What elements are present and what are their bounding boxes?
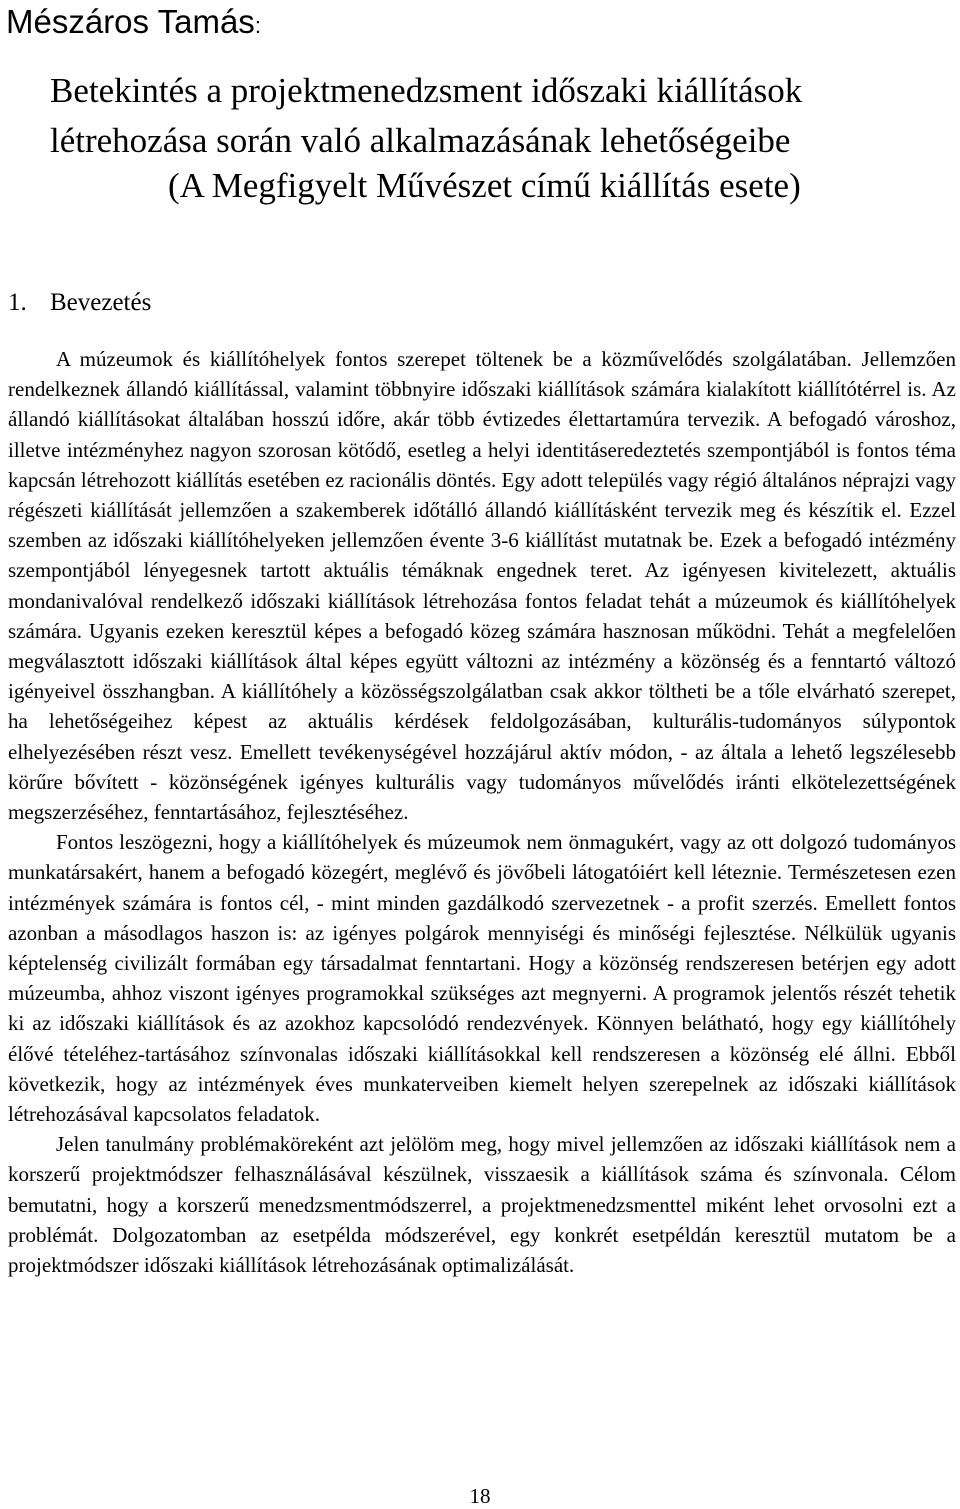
paragraph-1: A múzeumok és kiállítóhelyek fontos szerepet töltenek be a közművelődés szolgálatában. Jellemzően rendelkeznek állandó kiállítással, valamint többnyire időszaki kiállítások számára kialakított kiállítótérrel is. Az állandó kiállításokat általában hosszú időre, akár több évtizedes élettartamúra tervezik. A befogadó városhoz, illetve intézményhez nagyon szorosan kötődő, esetleg a helyi identitáseredeztetés szempontjából is fontos téma kapcsán létrehozott kiállítás esetében ez racionális döntés. Egy adott település vagy régió általános néprajzi vagy régészeti kiállítását jellemzően a szakemberek időtálló állandó kiállításként tervezik meg és készítik el. Ezzel szemben az időszaki kiállítóhelyeken jellemzően évente 3-6 kiállítást mutatnak be. Ezek a befogadó intézmény szempontjából lényegesnek tartott aktuális témáknak engednek teret. Az igényesen kivitelezett, aktuális mondanivalóval rendelkező időszaki kiállítások létrehozása fontos feladat tehát a múzeumok és kiállítóhelyek számára. Ugyanis ezeken keresztül képes a befogadó közeg számára hasznosan működni. Tehát a megfelelően megválasztott időszaki kiállítások által képes együtt változni az intézmény a közönség és a fenntartó változó igényeivel összhangban. A kiállítóhely a közösségszolgálatban csak akkor töltheti be a tőle elvárható szerepet, ha lehetőségeihez képest az aktuális kérdések feldolgozásában, kulturális-tudományos súlypontok elhelyezésében részt vesz. Emellett tevékenységével hozzájárul aktív módon, - az általa a lehető legszélesebb körűre bővített - közönségének igényes kulturális vagy tudományos művelődés iránti elkötelezettségének megszerzéséhez, fenntartásához, fejlesztéséhez. — [8, 347, 956, 825]
section-title: Bevezetés — [50, 289, 152, 316]
body-text — [8, 344, 956, 1280]
section-number: 1. — [8, 289, 27, 316]
section-heading — [8, 286, 151, 320]
author-name-text: Mészáros Tamás — [6, 3, 255, 40]
author-name — [6, 2, 261, 46]
document-subtitle: (A Megfigyelt Művészet című kiállítás esete) — [168, 166, 801, 205]
paragraph-2: Fontos leszögezni, hogy a kiállítóhelyek és múzeumok nem önmagukért, vagy az ott dolgozó tudományos munkatársakért, hanem a befogadó közegért, meglévő és jövőbeli látogatóiért kell léteznie. Természetesen ezen intézmények számára is fontos cél, - mint minden gazdálkodó szervezetnek - a profit szerzés. Emellett fontos azonban a másodlagos haszon is: az igényes polgárok mennyiségi és minőségi fejlesztése. Nélkülük ugyanis képtelenség civilizált formában egy társadalmat fenntartani. Hogy a közönség rendszeresen betérjen egy adott múzeumba, ahhoz viszont igényes programokkal szükséges azt megnyerni. A programok jelentős részét tehetik ki az időszaki kiállítások és az azokhoz kapcsolódó rendezvények. Könnyen belátható, hogy egy kiállítóhely élővé tételéhez-tartásához színvonalas időszaki kiállításokkal kell rendszeresen a közönség elé állni. Ebből következik, hogy az intézmények éves munkaterveiben kiemelt helyen szerepelnek az időszaki kiállítások létrehozásával kapcsolatos feladatok. — [8, 830, 956, 1127]
page-number: 18 — [469, 1484, 491, 1508]
paragraph-3: Jelen tanulmány problémaköreként azt jelölöm meg, hogy mivel jellemzően az időszaki kiállítások nem a korszerű projektmódszer felhasználásával készülnek, visszaesik a kiállítások száma és színvonala. Célom bemutatni, hogy a korszerű menedzsmentmódszerrel, a projektmenedzsmenttel miként lehet orvosolni ezt a problémát. Dolgozatomban az esetpélda módszerével, egy konkrét esetpéldán keresztül mutatom be a projektmódszer időszaki kiállítások létrehozásának optimalizálását. — [8, 1132, 956, 1278]
document-title: Betekintés a projektmenedzsment időszaki kiállítások létrehozása során való alkalmazásának lehetőségeibe — [50, 71, 803, 160]
author-colon: : — [254, 13, 261, 38]
